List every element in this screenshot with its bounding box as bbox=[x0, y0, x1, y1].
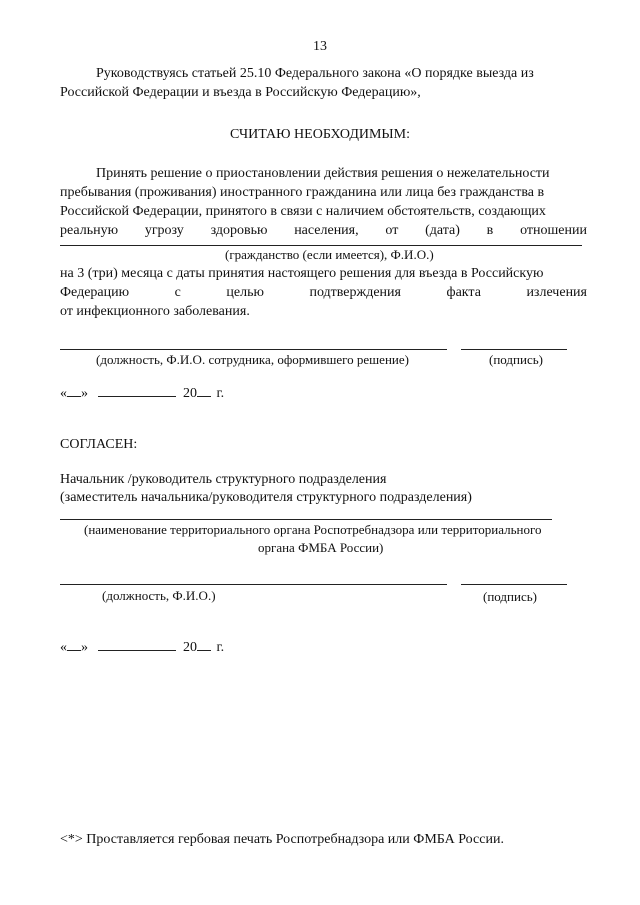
word: населения, bbox=[294, 223, 359, 238]
position-blank-line bbox=[60, 349, 447, 350]
signature-caption-2: (подпись) bbox=[483, 589, 537, 604]
page-number: 13 bbox=[313, 39, 327, 54]
intro-line-1: Руководствуясь статьей 25.10 Федерального закона «О порядке выезда из bbox=[96, 66, 534, 81]
decision-line-6 bbox=[60, 283, 587, 302]
decision-heading: СЧИТАЮ НЕОБХОДИМЫМ: bbox=[230, 127, 410, 142]
word: отношении bbox=[520, 223, 587, 238]
word: здоровью bbox=[210, 223, 268, 238]
word: Федерацию bbox=[60, 285, 130, 300]
citizenship-caption: (гражданство (если имеется), Ф.И.О.) bbox=[225, 247, 434, 262]
footnote: <*> Проставляется гербовая печать Роспотребнадзора или ФМБА России. bbox=[60, 832, 504, 847]
word: от bbox=[385, 223, 399, 238]
signature-blank-line bbox=[461, 349, 567, 350]
decision-line-1: Принять решение о приостановлении действия решения о нежелательности bbox=[96, 166, 550, 181]
word: угрозу bbox=[144, 223, 184, 238]
day-blank bbox=[67, 396, 81, 397]
day-blank bbox=[67, 650, 81, 651]
signature-caption: (подпись) bbox=[489, 352, 543, 367]
word: (дата) bbox=[425, 223, 460, 238]
year-blank bbox=[197, 396, 211, 397]
decision-line-7: от инфекционного заболевания. bbox=[60, 304, 250, 319]
word: подтверждения bbox=[309, 285, 401, 300]
signature-blank-line-2 bbox=[461, 584, 567, 585]
citizenship-blank-line bbox=[60, 245, 582, 246]
agreed-heading: СОГЛАСЕН: bbox=[60, 437, 138, 452]
org-caption-line-1: (наименование территориального органа Роспотребнадзора или территориального bbox=[84, 522, 542, 537]
org-caption-line-2: органа ФМБА России) bbox=[258, 540, 384, 555]
word: с bbox=[174, 285, 181, 300]
month-blank bbox=[98, 396, 176, 397]
word: излечения bbox=[526, 285, 587, 300]
decision-line-2: пребывания (проживания) иностранного гражданина или лица без гражданства в bbox=[60, 185, 545, 200]
word: факта bbox=[446, 285, 481, 300]
word: целью bbox=[226, 285, 264, 300]
word: реальную bbox=[60, 223, 119, 238]
month-blank bbox=[98, 650, 176, 651]
year-blank bbox=[197, 650, 211, 651]
intro-line-2: Российской Федерации и въезда в Российскую Федерацию», bbox=[60, 85, 421, 100]
org-blank-line bbox=[60, 519, 552, 520]
decision-line-5: на 3 (три) месяца с даты принятия настоящего решения для въезда в Российскую bbox=[60, 266, 544, 281]
position-blank-line-2 bbox=[60, 584, 447, 585]
decision-line-3: Российской Федерации, принятого в связи с наличием обстоятельств, создающих bbox=[60, 204, 546, 219]
decision-line-4 bbox=[60, 221, 587, 240]
word: в bbox=[486, 223, 494, 238]
agreed-line-1: Начальник /руководитель структурного подразделения bbox=[60, 472, 387, 487]
agreed-line-2: (заместитель начальника/руководителя структурного подразделения) bbox=[60, 490, 472, 505]
date-line-2: « » 20 г. bbox=[60, 640, 225, 655]
position-caption: (должность, Ф.И.О. сотрудника, оформившего решение) bbox=[96, 352, 409, 367]
position-caption-2: (должность, Ф.И.О.) bbox=[102, 588, 216, 603]
date-line-1: « » 20 г. bbox=[60, 386, 225, 401]
